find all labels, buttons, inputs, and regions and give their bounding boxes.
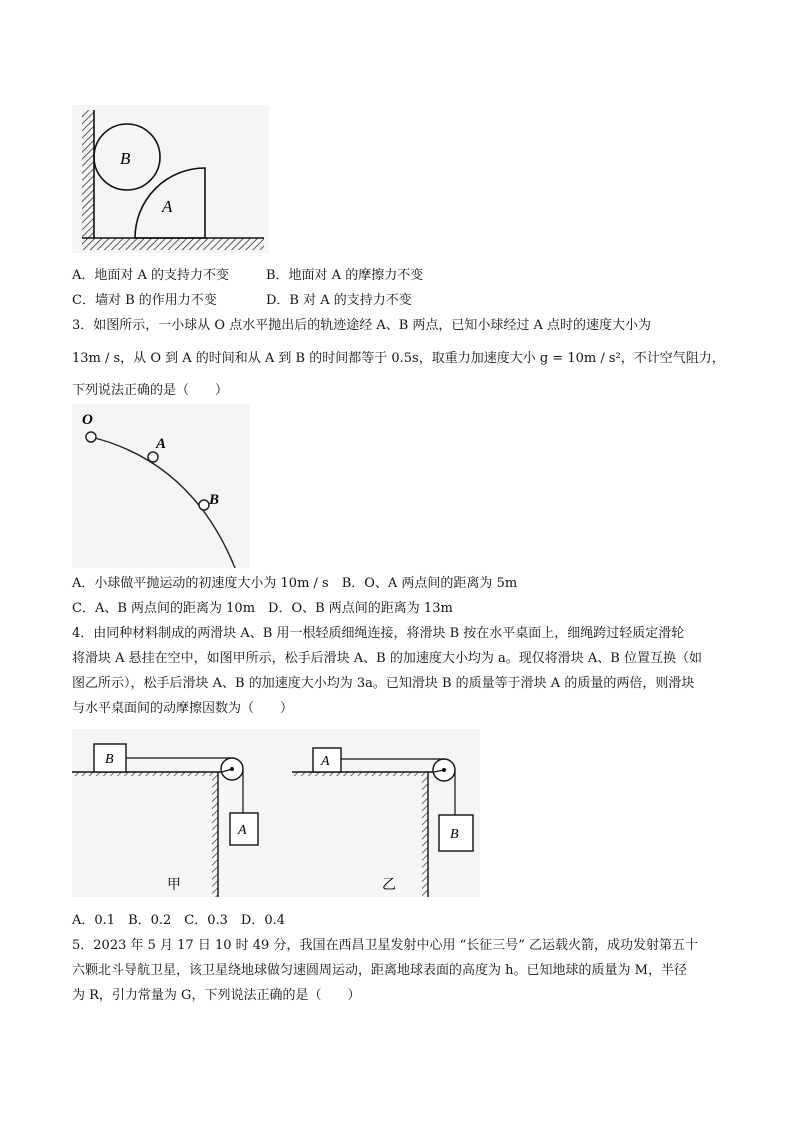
label-point-b: B <box>209 492 220 508</box>
label-block-a: A <box>162 197 173 216</box>
q2-option-b: B．地面对 A 的摩擦力不变 <box>266 268 424 283</box>
q2-option-d: D．B 对 A 的支持力不变 <box>266 293 412 308</box>
figure-projectile-trajectory <box>72 404 250 568</box>
jia-label-a: A <box>238 823 247 838</box>
q5-stem-line-1: 5．2023 年 5 月 17 日 10 时 49 分，我国在西昌卫星发射中心用 “长征三号” 乙运载火箭，成功发射第五十 <box>72 938 699 953</box>
q5-stem-line-2: 六颗北斗导航卫星，该卫星绕地球做匀速圆周运动，距离地球表面的高度为 h。已知地球的质量为 M，半径 <box>72 963 687 978</box>
jia-label-b: B <box>105 752 114 767</box>
q4-stem-line-4: 与水平桌面间的动摩擦因数为（ ） <box>72 701 294 716</box>
figure-pulley-setups <box>72 729 480 897</box>
q4-stem-line-3: 图乙所示），松手后滑块 A、B 的加速度大小均为 3a。已知滑块 B 的质量等于滑块 A 的质量的两倍，则滑块 <box>72 676 695 691</box>
yi-label-a: A <box>321 754 330 769</box>
q3-options-ab: A．小球做平抛运动的初速度大小为 10m / s B．O、A 两点间的距离为 5m <box>72 576 518 591</box>
yi-label-b: B <box>450 827 459 842</box>
setup-yi <box>292 748 473 897</box>
ground-hatching <box>82 238 264 250</box>
wall-ball-block-diagram <box>72 105 269 253</box>
q3-stem-line-1: 3．如图所示，一小球从 O 点水平抛出后的轨迹途经 A、B 两点，已知小球经过 A 点时的速度大小为 <box>72 318 652 333</box>
jia-caption: 甲 <box>167 878 181 893</box>
q3-stem-line-2: 13m / s，从 O 到 A 的时间和从 A 到 B 的时间都等于 0.5s，取重力加速度大小 g = 10m / s²，不计空气阻力， <box>72 351 725 366</box>
q4-stem-line-2: 将滑块 A 悬挂在空中，如图甲所示，松手后滑块 A、B 的加速度大小均为 a。现仅将滑块 A、B 位置互换（如 <box>72 651 702 666</box>
label-point-o: O <box>82 412 93 428</box>
figure-wall-ball-block <box>72 105 269 253</box>
q3-stem-line-3: 下列说法正确的是（ ） <box>72 383 229 398</box>
point-a-marker <box>148 452 158 462</box>
q4-stem-line-1: 4．由同种材料制成的两滑块 A、B 用一根轻质细绳连接，将滑块 B 按在水平桌面上，细绳跨过轻质定滑轮 <box>72 626 685 641</box>
wall-hatching <box>82 110 94 238</box>
point-o-marker <box>86 432 96 442</box>
q2-option-a: A．地面对 A 的支持力不变 <box>72 268 230 283</box>
trajectory-diagram <box>72 404 250 568</box>
q2-option-c: C．墙对 B 的作用力不变 <box>72 293 217 308</box>
yi-table-leg-hatch <box>422 772 428 897</box>
label-ball-b: B <box>120 149 131 168</box>
q5-stem-line-3: 为 R，引力常量为 G，下列说法正确的是（ ） <box>72 988 361 1003</box>
point-b-marker <box>199 500 209 510</box>
jia-table-leg-hatch <box>212 772 218 897</box>
pulley-diagram <box>72 729 480 897</box>
label-point-a: A <box>156 436 167 452</box>
q4-options: A．0.1 B．0.2 C．0.3 D．0.4 <box>72 913 286 928</box>
yi-caption: 乙 <box>382 878 396 893</box>
setup-jia <box>72 744 258 897</box>
q3-options-cd: C．A、B 两点间的距离为 10m D．O、B 两点间的距离为 13m <box>72 601 453 616</box>
